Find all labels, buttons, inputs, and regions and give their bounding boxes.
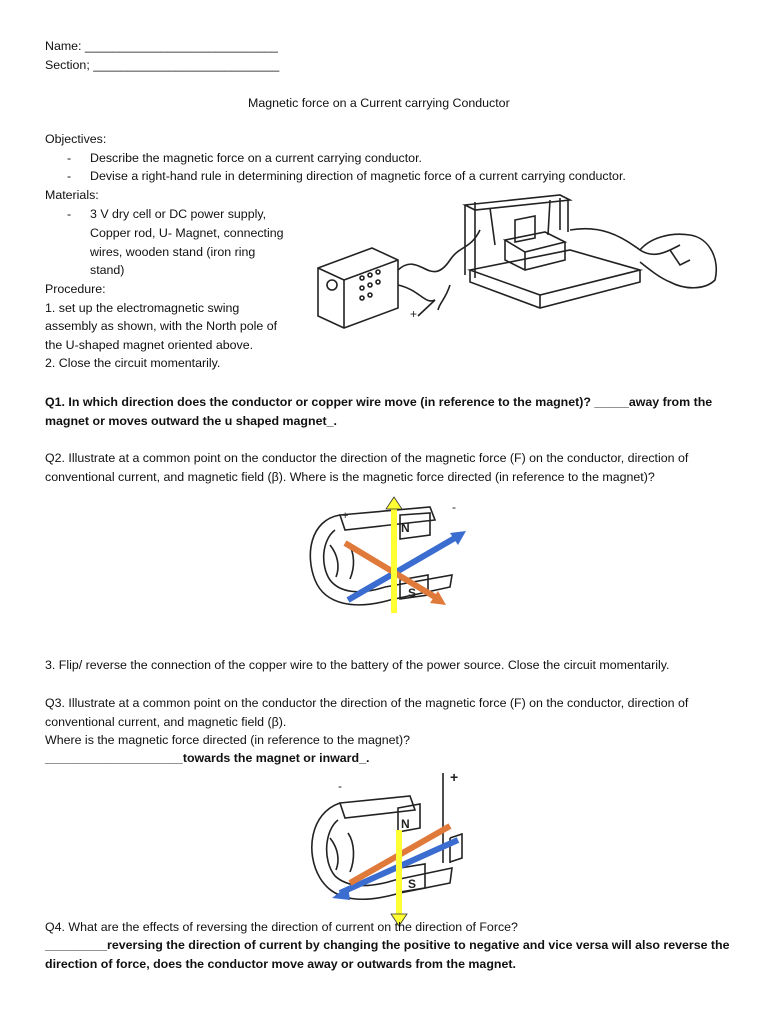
apparatus-sketch [310, 190, 730, 340]
material-line: Copper rod, U- Magnet, connecting [90, 226, 284, 240]
north-pole-label: N [401, 817, 410, 831]
minus-sign: - [452, 500, 456, 514]
material-bullet: - [67, 207, 72, 221]
minus-sign: - [338, 779, 342, 793]
magnet-diagram-q2 [300, 495, 475, 620]
question-4-answer: direction of force, does the conductor move away or outwards from the magnet. [45, 957, 516, 971]
objective-bullet: - [67, 151, 72, 165]
section-field-line: Section; ___________________________ [45, 58, 280, 72]
question-1-text: Q1. In which direction does the conductor or copper wire move (in reference to the magnet)? _____away from the [45, 395, 713, 409]
current-arrow [348, 535, 460, 600]
question-3-text: Q3. Illustrate at a common point on the conductor the direction of the magnetic force (F) on the conductor, direction of [45, 696, 689, 710]
north-pole-label: N [401, 521, 410, 535]
south-pole-label: S [408, 877, 417, 891]
material-line: 3 V dry cell or DC power supply, [90, 207, 267, 221]
material-line: stand) [90, 263, 125, 277]
material-line: wires, wooden stand (iron ring [90, 245, 256, 259]
force-arrowhead [386, 497, 402, 509]
objective-item: Describe the magnetic force on a current carrying conductor. [90, 151, 422, 165]
question-2-text: Q2. Illustrate at a common point on the conductor the direction of the magnetic force (F) on the conductor, direction of [45, 451, 689, 465]
procedure-line: 1. set up the electromagnetic swing [45, 301, 240, 315]
materials-heading: Materials: [45, 188, 99, 202]
question-2-text: conventional current, and magnetic field (β). Where is the magnetic force directed (in reference to the magnet)? [45, 470, 655, 484]
plus-sign: + [450, 769, 459, 785]
south-pole-label: S [408, 586, 417, 600]
name-field-line: Name: ____________________________ [45, 39, 278, 53]
objective-bullet: - [67, 169, 72, 183]
procedure-line: 2. Close the circuit momentarily. [45, 356, 221, 370]
plus-sign: + [410, 307, 418, 321]
power-supply-icon [318, 248, 398, 328]
procedure-heading: Procedure: [45, 282, 106, 296]
step-3-text: 3. Flip/ reverse the connection of the copper wire to the battery of the power source. Close the circuit momentarily. [45, 658, 670, 672]
magnet-diagram-q3 [300, 768, 475, 928]
objective-item: Devise a right-hand rule in determining direction of magnetic force of a current carrying conductor. [90, 169, 626, 183]
question-3-answer: ____________________towards the magnet or inward_. [45, 751, 370, 765]
question-1-answer: magnet or moves outward the u shaped magnet_. [45, 414, 337, 428]
plus-sign: + [342, 510, 349, 522]
objectives-heading: Objectives: [45, 132, 107, 146]
question-3-text: conventional current, and magnetic field (β). [45, 715, 287, 729]
question-4-answer: _________reversing the direction of current by changing the positive to negative and vice versa will also reverse the [45, 938, 730, 952]
page-title: Magnetic force on a Current carrying Conductor [248, 96, 510, 110]
question-3-text: Where is the magnetic force directed (in reference to the magnet)? [45, 733, 411, 747]
procedure-line: the U-shaped magnet oriented above. [45, 338, 254, 352]
question-4-text: Q4. What are the effects of reversing the direction of current on the direction of Force? [45, 920, 518, 934]
procedure-line: assembly as shown, with the North pole of [45, 319, 278, 333]
